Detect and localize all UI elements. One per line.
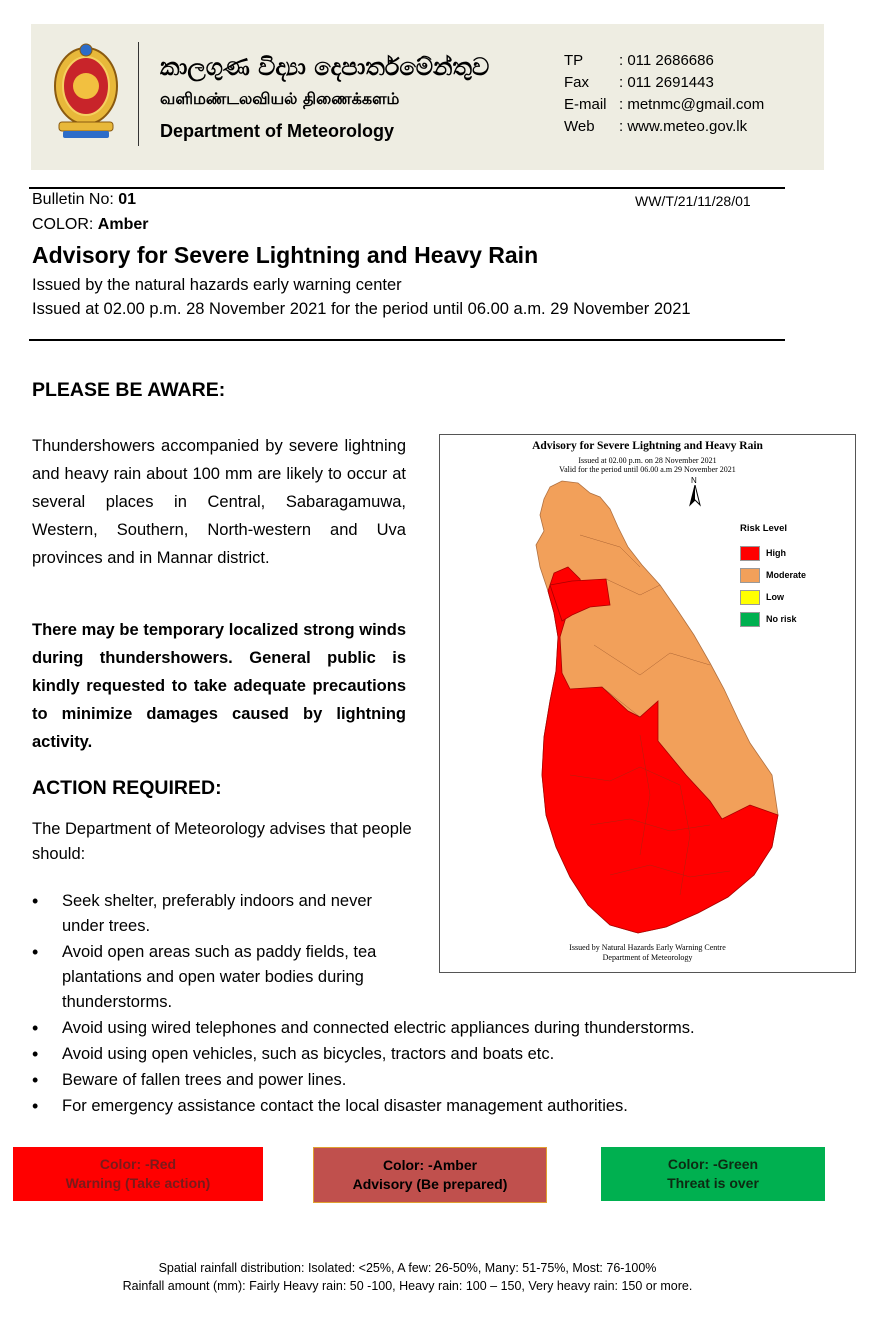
legend-label: High xyxy=(766,548,786,558)
map-legend xyxy=(740,523,806,630)
bottom-rule xyxy=(29,339,785,341)
contact-label: E-mail xyxy=(564,96,607,113)
issued-by: Issued by the natural hazards early warning center xyxy=(32,276,402,294)
box-color-label: Color: -Green xyxy=(667,1156,759,1172)
action-heading: ACTION REQUIRED: xyxy=(32,777,222,799)
legend-label: No risk xyxy=(766,614,797,624)
aware-heading: PLEASE BE AWARE: xyxy=(32,379,226,401)
legend-swatch xyxy=(740,546,760,561)
legend-item xyxy=(740,608,806,630)
legend-title: Risk Level xyxy=(740,523,787,534)
list-item: • Avoid open areas such as paddy fields, tea plantations and open water bodies during thunderstorms. xyxy=(32,940,408,1015)
list-item: • Seek shelter, preferably indoors and never under trees. xyxy=(32,889,408,939)
aware-bold-paragraph: There may be temporary localized strong winds during thundershowers. General public is kindly requested to take adequate precautions to minimize damages caused by lightning activity. xyxy=(32,621,406,751)
box-color-label: Color: -Amber xyxy=(382,1157,478,1173)
green-threat-over-box xyxy=(601,1147,825,1201)
box-meaning-label: Advisory (Be prepared) xyxy=(352,1176,508,1192)
contact-row xyxy=(564,94,764,116)
map-issued: Issued at 02.00 p.m. on 28 November 2021 xyxy=(578,456,717,465)
contact-row xyxy=(564,72,764,94)
contact-value: : 011 2686686 xyxy=(619,52,714,69)
action-intro: The Department of Meteorology advises that people should: xyxy=(32,820,412,863)
organization-names xyxy=(160,52,489,144)
bulletin-label: Bulletin No: xyxy=(32,191,114,208)
legend-label: Low xyxy=(766,592,784,602)
advisory-title: Advisory for Severe Lightning and Heavy Rain xyxy=(32,242,539,268)
color-label: COLOR: xyxy=(32,216,94,233)
legend-swatch xyxy=(740,590,760,605)
issued-at: Issued at 02.00 p.m. 28 November 2021 for the period until 06.00 a.m. 29 November 2021 xyxy=(32,300,691,318)
amber-advisory-box xyxy=(313,1147,547,1203)
bulletin-value: 01 xyxy=(118,191,137,208)
footer-rainfall-note: Rainfall amount (mm): Fairly Heavy rain: 50 -100, Heavy rain: 100 – 150, Very heavy rain: 150 or more. xyxy=(122,1279,693,1293)
list-item: • Beware of fallen trees and power lines. xyxy=(32,1068,695,1093)
top-rule xyxy=(29,187,785,189)
list-item: • For emergency assistance contact the local disaster management authorities. xyxy=(32,1094,695,1119)
contact-label: Web xyxy=(564,118,595,135)
legend-label: Moderate xyxy=(766,570,807,580)
legend-item xyxy=(740,586,806,608)
legend-item xyxy=(740,564,806,586)
box-meaning-label: Threat is over xyxy=(667,1175,759,1191)
contact-value: : 011 2691443 xyxy=(619,74,714,91)
bulletin-reference: WW/T/21/11/28/01 xyxy=(635,193,751,209)
bulletin-color xyxy=(32,216,148,234)
box-meaning-label: Warning (Take action) xyxy=(65,1175,211,1191)
letterhead xyxy=(31,24,824,170)
footer-distribution-note: Spatial rainfall distribution: Isolated: <25%, A few: 26-50%, Many: 51-75%, Most: 76-100% xyxy=(158,1261,657,1275)
list-item: • Avoid using open vehicles, such as bicycles, tractors and boats etc. xyxy=(32,1042,695,1067)
red-warning-box xyxy=(13,1147,263,1201)
risk-map xyxy=(439,434,856,973)
north-label: N xyxy=(691,476,697,485)
contact-block xyxy=(564,50,764,138)
contact-value: : www.meteo.gov.lk xyxy=(619,118,748,135)
sri-lanka-emblem-icon xyxy=(51,42,121,140)
map-credit-department: Department of Meteorology xyxy=(602,953,693,962)
legend-swatch xyxy=(740,568,760,583)
aware-paragraph: Thundershowers accompanied by severe lightning and heavy rain about 100 mm are likely to occur at several places in Central, Sabaragamuwa, Western, Southern, North-western and Uva provinces and in Mannar district. xyxy=(32,437,406,567)
org-name-tamil: வளிமண்டலவியல் திணைக்களம் xyxy=(160,89,400,108)
box-color-label: Color: -Red xyxy=(99,1156,177,1172)
contact-row xyxy=(564,50,764,72)
contact-label: Fax xyxy=(564,74,590,91)
contact-value: : metnmc@gmail.com xyxy=(619,96,765,113)
color-value: Amber xyxy=(97,216,149,233)
org-name-english: Department of Meteorology xyxy=(160,121,395,141)
map-credit: Issued by Natural Hazards Early Warning Centre xyxy=(569,943,726,952)
bulletin-number xyxy=(32,191,136,209)
map-valid: Valid for the period until 06.00 a.m 29 November 2021 xyxy=(559,465,736,474)
contact-label: TP xyxy=(564,52,584,69)
legend-swatch xyxy=(740,612,760,627)
contact-row xyxy=(564,116,764,138)
map-title: Advisory for Severe Lightning and Heavy Rain xyxy=(532,440,763,452)
org-name-sinhala: කාලගුණ විද්‍යා දෙපාර්තමේන්තුව xyxy=(160,53,490,81)
list-item: • Avoid using wired telephones and connected electric appliances during thunderstorms. xyxy=(32,1016,695,1041)
header-divider xyxy=(138,42,139,146)
legend-item xyxy=(740,542,806,564)
